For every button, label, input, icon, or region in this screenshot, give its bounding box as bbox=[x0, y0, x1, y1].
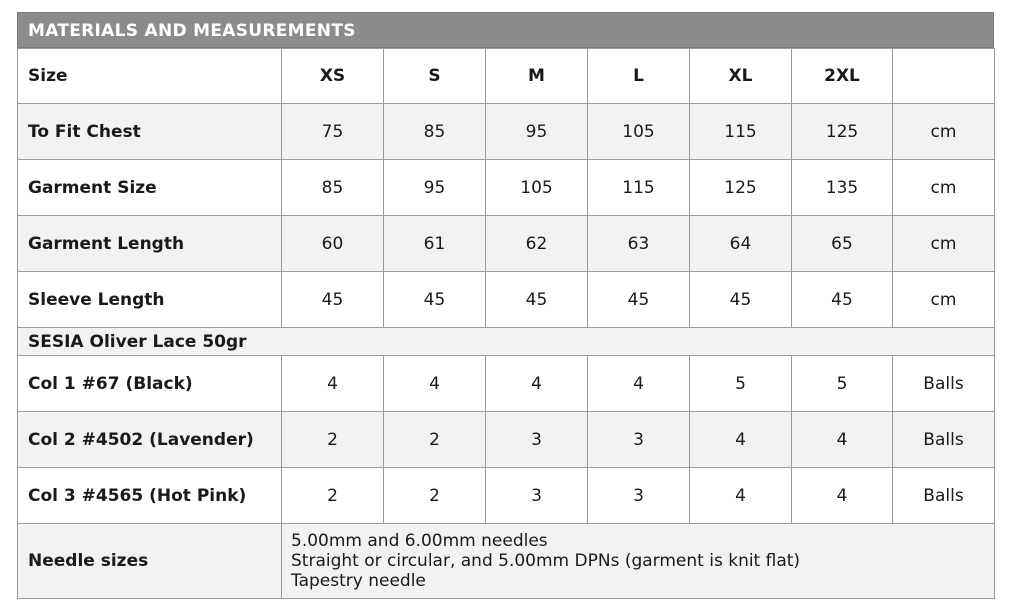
size-s: S bbox=[384, 49, 486, 104]
row-label: To Fit Chest bbox=[18, 104, 282, 160]
row-label: Col 2 #4502 (Lavender) bbox=[18, 412, 282, 468]
cell-value: 4 bbox=[486, 356, 588, 412]
cell-value: 115 bbox=[690, 104, 792, 160]
cell-value: 3 bbox=[486, 468, 588, 524]
cell-unit: cm bbox=[893, 216, 995, 272]
cell-value: 45 bbox=[282, 272, 384, 328]
cell-value: 45 bbox=[384, 272, 486, 328]
size-l: L bbox=[588, 49, 690, 104]
needle-details bbox=[282, 524, 995, 599]
cell-value: 3 bbox=[588, 468, 690, 524]
cell-value: 75 bbox=[282, 104, 384, 160]
row-label: Col 3 #4565 (Hot Pink) bbox=[18, 468, 282, 524]
cell-value: 125 bbox=[690, 160, 792, 216]
cell-value: 105 bbox=[588, 104, 690, 160]
table-row bbox=[18, 468, 995, 524]
cell-value: 4 bbox=[588, 356, 690, 412]
size-2xl: 2XL bbox=[792, 49, 893, 104]
materials-table bbox=[17, 48, 995, 599]
cell-value: 45 bbox=[486, 272, 588, 328]
cell-value: 4 bbox=[792, 468, 893, 524]
cell-value: 64 bbox=[690, 216, 792, 272]
cell-value: 85 bbox=[384, 104, 486, 160]
cell-value: 5 bbox=[690, 356, 792, 412]
cell-value: 105 bbox=[486, 160, 588, 216]
cell-value: 45 bbox=[690, 272, 792, 328]
needle-label: Needle sizes bbox=[18, 524, 282, 599]
cell-unit: Balls bbox=[893, 468, 995, 524]
yarn-heading: SESIA Oliver Lace 50gr bbox=[18, 328, 995, 356]
cell-value: 135 bbox=[792, 160, 893, 216]
cell-value: 4 bbox=[384, 356, 486, 412]
cell-unit: Balls bbox=[893, 356, 995, 412]
yarn-heading-row bbox=[18, 328, 995, 356]
needle-line: 5.00mm and 6.00mm needles bbox=[291, 531, 548, 551]
cell-value: 85 bbox=[282, 160, 384, 216]
row-label: Garment Length bbox=[18, 216, 282, 272]
table-row bbox=[18, 216, 995, 272]
needle-row bbox=[18, 524, 995, 599]
cell-value: 4 bbox=[282, 356, 384, 412]
cell-value: 4 bbox=[792, 412, 893, 468]
cell-value: 63 bbox=[588, 216, 690, 272]
table-title: MATERIALS AND MEASUREMENTS bbox=[17, 12, 994, 48]
cell-value: 2 bbox=[384, 468, 486, 524]
cell-value: 115 bbox=[588, 160, 690, 216]
cell-value: 65 bbox=[792, 216, 893, 272]
row-label: Sleeve Length bbox=[18, 272, 282, 328]
size-m: M bbox=[486, 49, 588, 104]
size-unit bbox=[893, 49, 995, 104]
cell-value: 5 bbox=[792, 356, 893, 412]
cell-value: 125 bbox=[792, 104, 893, 160]
cell-value: 95 bbox=[486, 104, 588, 160]
cell-value: 2 bbox=[384, 412, 486, 468]
cell-unit: cm bbox=[893, 160, 995, 216]
table-row bbox=[18, 104, 995, 160]
table-row bbox=[18, 356, 995, 412]
cell-value: 4 bbox=[690, 412, 792, 468]
cell-unit: cm bbox=[893, 272, 995, 328]
table-row bbox=[18, 160, 995, 216]
cell-value: 3 bbox=[588, 412, 690, 468]
row-label: Garment Size bbox=[18, 160, 282, 216]
table-row bbox=[18, 272, 995, 328]
cell-unit: cm bbox=[893, 104, 995, 160]
cell-value: 45 bbox=[792, 272, 893, 328]
cell-value: 2 bbox=[282, 468, 384, 524]
cell-value: 61 bbox=[384, 216, 486, 272]
cell-value: 95 bbox=[384, 160, 486, 216]
cell-value: 45 bbox=[588, 272, 690, 328]
needle-line: Tapestry needle bbox=[291, 571, 426, 591]
size-xl: XL bbox=[690, 49, 792, 104]
needle-line: Straight or circular, and 5.00mm DPNs (garment is knit flat) bbox=[291, 551, 801, 571]
size-row bbox=[18, 49, 995, 104]
cell-value: 2 bbox=[282, 412, 384, 468]
size-label: Size bbox=[18, 49, 282, 104]
cell-value: 3 bbox=[486, 412, 588, 468]
table-row bbox=[18, 412, 995, 468]
cell-unit: Balls bbox=[893, 412, 995, 468]
row-label: Col 1 #67 (Black) bbox=[18, 356, 282, 412]
cell-value: 62 bbox=[486, 216, 588, 272]
cell-value: 4 bbox=[690, 468, 792, 524]
size-xs: XS bbox=[282, 49, 384, 104]
cell-value: 60 bbox=[282, 216, 384, 272]
materials-table-container bbox=[17, 12, 994, 599]
